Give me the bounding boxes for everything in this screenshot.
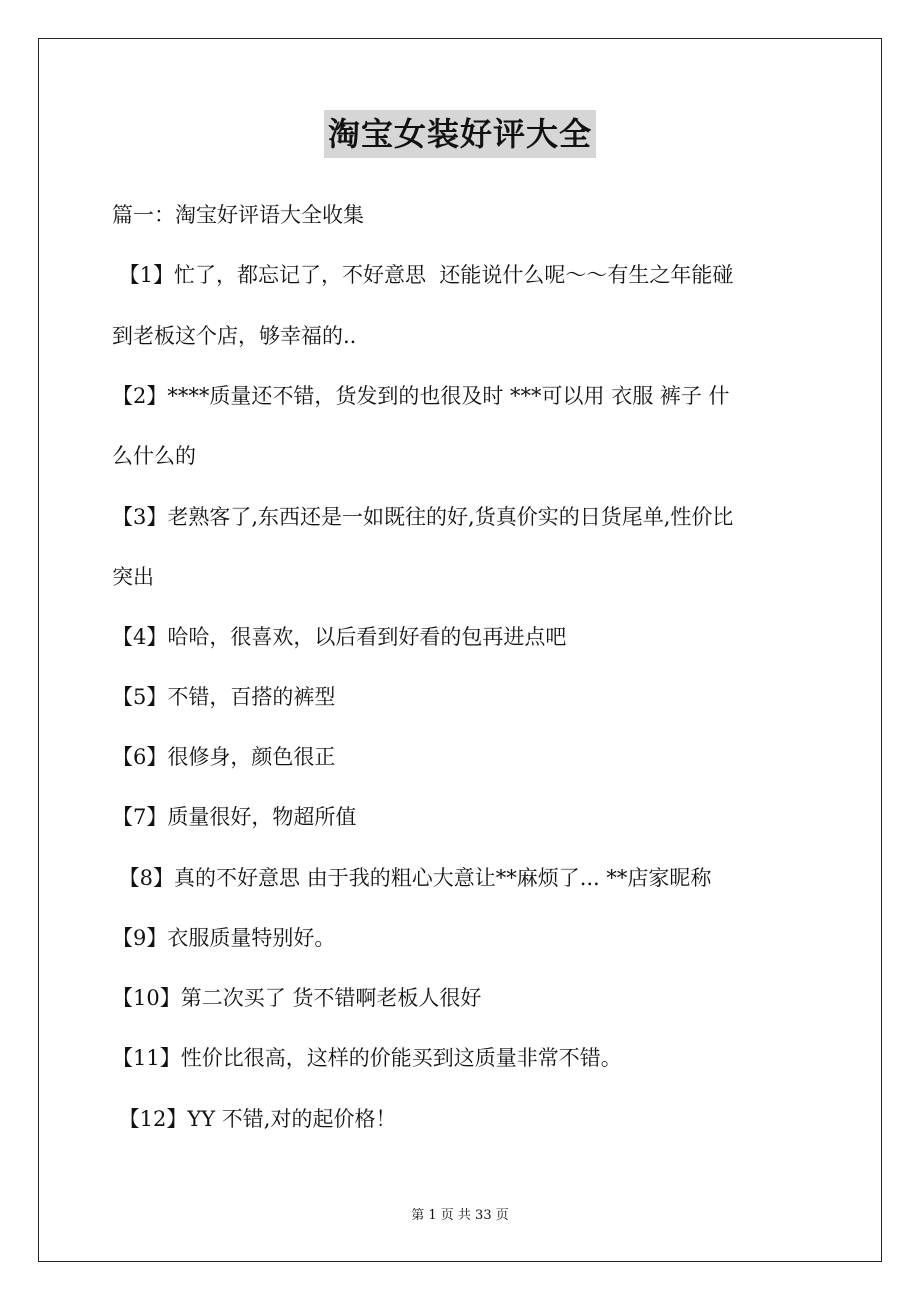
- page-footer: 第 1 页 共 33 页: [411, 1208, 509, 1223]
- review-line: 【4】哈哈，很喜欢，以后看到好看的包再进点吧: [112, 625, 567, 649]
- section-heading: 篇一：淘宝好评语大全收集: [112, 203, 364, 227]
- review-line: 【7】质量很好，物超所值: [112, 805, 357, 829]
- review-line: 【12】YY 不错,对的起价格！: [112, 1107, 397, 1131]
- review-line: 【1】忙了，都忘记了，不好意思 还能说什么呢～～有生之年能碰: [112, 263, 734, 287]
- document-title: 淘宝女装好评大全: [324, 110, 596, 158]
- review-line: 【5】不错，百搭的裤型: [112, 685, 336, 709]
- review-line: 【3】老熟客了,东西还是一如既往的好,货真价实的日货尾单,性价比: [112, 505, 734, 529]
- document-title-wrap: [0, 110, 920, 158]
- review-line: 【8】真的不好意思 由于我的粗心大意让**麻烦了... **店家昵称: [112, 866, 712, 890]
- review-line: 到老板这个店，够幸福的..: [112, 324, 357, 348]
- review-line: 【11】性价比很高，这样的价能买到这质量非常不错。: [112, 1046, 622, 1070]
- review-line: 么什么的: [112, 444, 196, 468]
- review-line: 【6】很修身，颜色很正: [112, 745, 336, 769]
- review-line: 【2】****质量还不错，货发到的也很及时 ***可以用 衣服 裤子 什: [112, 384, 730, 408]
- review-line: 【10】第二次买了 货不错啊老板人很好: [112, 986, 482, 1010]
- review-line: 【9】衣服质量特别好。: [112, 926, 336, 950]
- review-line: 突出: [112, 565, 154, 589]
